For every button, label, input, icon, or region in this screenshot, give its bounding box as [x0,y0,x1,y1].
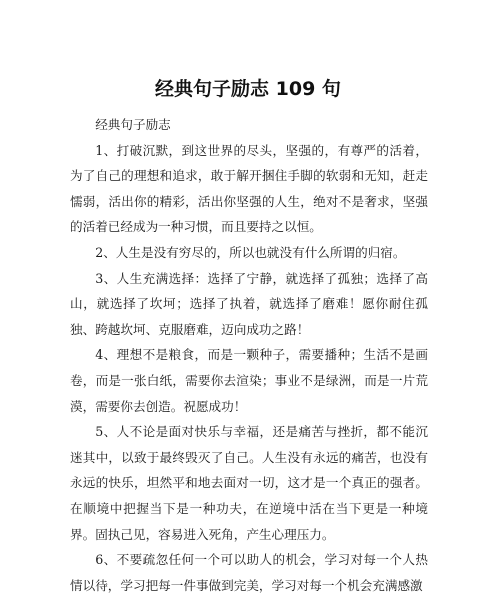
quote-paragraph-1: 1、打破沉默，到这世界的尽头，坚强的，有尊严的活着，为了自己的理想和追求，敢于解开捆住手脚的软弱和无知，赶走懦弱，活出你的精彩，活出你坚强的人生，绝对不是奢求，坚强的活着已经成为一种习惯，而且要持之以恒。 [70,142,428,235]
quote-paragraph-4: 4、理想不是粮食，而是一颗种子，需要播种；生活不是画卷，而是一张白纸，需要你去渲染；事业不是绿洲，而是一片荒漠，需要你去创造。祝愿成功！ [70,347,428,414]
quote-paragraph-6: 6、不要疏忽任何一个可以助人的机会，学习对每一个人热情以待，学习把每一件事做到完美，学习对每一个机会充满感激 [70,552,428,593]
quote-paragraph-3: 3、人生充满选择：选择了宁静，就选择了孤独；选择了高山，就选择了坎坷；选择了执着，就选择了磨难！愿你耐住孤独、跨越坎坷、克服磨难，迈向成功之路！ [70,270,428,337]
quote-paragraph-2: 2、人生是没有穷尽的，所以也就没有什么所谓的归宿。 [95,244,406,260]
document-body [70,112,428,598]
section-heading: 经典句子励志 [95,117,171,132]
document-title: 经典句子励志 109 句 [155,78,341,100]
quote-paragraph-5: 5、人不论是面对快乐与幸福，还是痛苦与挫折，都不能沉迷其中，以致于最终毁灭了自己。人生没有永远的痛苦，也没有永远的快乐，坦然平和地去面对一切，这才是一个真正的强者。在顺境中把握当下是一种功夫，在逆境中活在当下更是一种境界。固执己见，容易进入死角，产生心理压力。 [70,424,428,542]
